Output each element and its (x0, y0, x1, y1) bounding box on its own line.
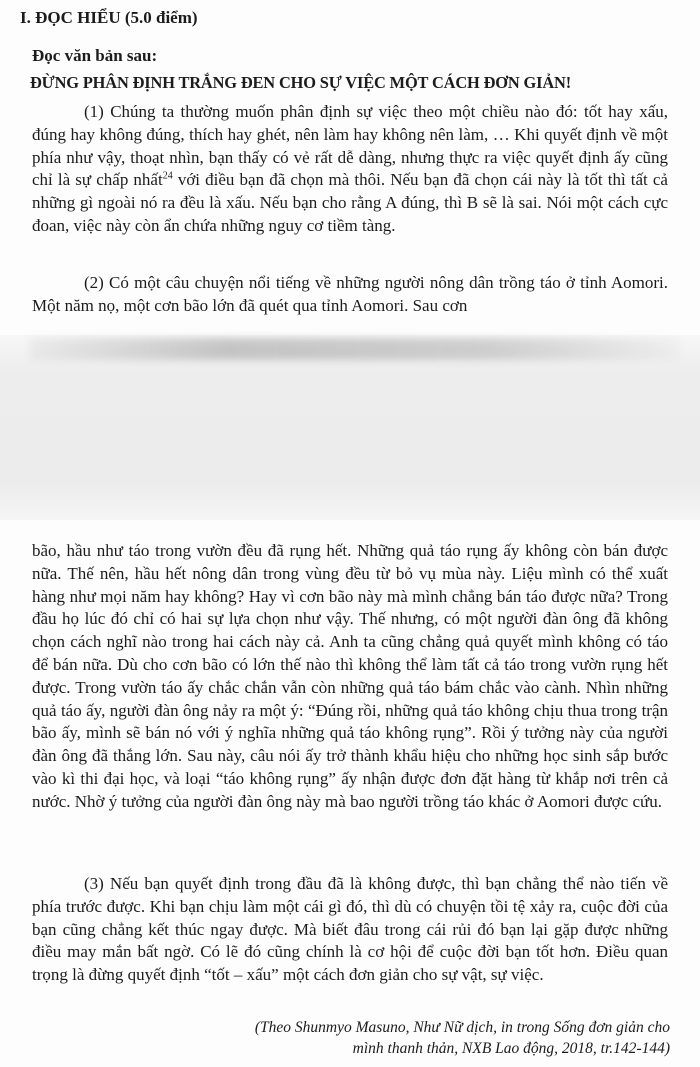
citation-line-2: mình thanh thản, NXB Lao động, 2018, tr.142-144) (352, 1040, 670, 1057)
blurred-line (30, 338, 680, 360)
paragraph-2-continued: bão, hầu như táo trong vườn đều đã rụng hết. Những quả táo rụng ấy không còn bán được nữa. Thế nên, hầu hết nông dân trong vùng đều từ bỏ vụ mùa này. Liệu mình có thể xuất hàng như mọi năm hay không? Hay vì cơn bão này mà mình chẳng bán táo được nữa? Trong đầu họ lúc đó chỉ có hai sự lựa chọn như vậy. Thế nhưng, có một người đàn ông đã không chọn cách nghĩ nào trong hai cách này cả. Anh ta cũng chẳng quả quyết mình không có táo để bán nữa. Dù cho cơn bão có lớn thế nào thì không thể làm tất cả táo trong vườn rụng hết được. Trong vườn táo ấy chắc chắn vẫn còn những quả táo bám chắc vào cành. Nhìn những quả táo ấy, người đàn ông nảy ra một ý: “Đúng rồi, những quả táo không chịu thua trong trận bão ấy, mình sẽ bán nó với ý nghĩa những quả táo không rụng”. Rồi ý tưởng này của người đàn ông đã thắng lớn. Sau này, câu nói ấy trở thành khẩu hiệu cho những học sinh sắp bước vào kì thi đại học, và loại “táo không rụng” ấy nhận được đơn đặt hàng từ khắp nơi trên cả nước. Nhờ ý tưởng của người đàn ông này mà bao người trồng táo khác ở Aomori được cứu. (32, 541, 668, 811)
footnote-marker: 24 (162, 170, 173, 182)
paragraph-2-start: (2) Có một câu chuyện nổi tiếng về những người nông dân trồng táo ở tỉnh Aomori. Một năm nọ, một cơn bão lớn đã quét qua tỉnh Aomori. Sau cơn (32, 273, 668, 315)
section-title: I. ĐỌC HIỂU (5.0 điểm) (20, 8, 198, 27)
paragraph-1-text-b: với điều bạn đã chọn mà thôi. Nếu bạn đã chọn cái này là tốt thì tất cả những gì ngoài nó ra đều là xấu. Nếu bạn cho rằng A đúng, thì B sẽ là sai. Nói một cách cực đoan, việc này còn ẩn chứa những nguy cơ tiềm tàng. (32, 170, 668, 235)
citation (150, 1017, 670, 1059)
citation-line-1: (Theo Shunmyo Masuno, Như Nữ dịch, in trong Sống đơn giản cho (254, 1019, 670, 1036)
page-gap (0, 335, 700, 520)
paragraph-3: (3) Nếu bạn quyết định trong đầu đã là không được, thì bạn chẳng thể nào tiến về phía trước được. Khi bạn chịu làm một cái gì đó, thì dù có chuyện tồi tệ xảy ra, cuộc đời của bạn cũng chẳng kết thúc ngay được. Mà biết đâu trong cái rủi đó bạn lại gặp được những điều may mắn bất ngờ. Có lẽ đó cũng chính là cơ hội để cuộc đời bạn tốt hơn. Điều quan trọng là đừng quyết định “tốt – xấu” một cách đơn giản cho sự vật, sự việc. (32, 874, 668, 985)
paragraph-1 (32, 101, 668, 238)
passage-title: ĐỪNG PHÂN ĐỊNH TRẮNG ĐEN CHO SỰ VIỆC MỘT CÁCH ĐƠN GIẢN! (30, 73, 572, 92)
instruction-heading: Đọc văn bản sau: (32, 46, 158, 65)
paragraph-1-text-a: (1) Chúng ta thường muốn phân định sự việc theo một chiều nào đó: tốt hay xấu, đúng hay không đúng, thích hay ghét, nên làm hay không nên làm, … Khi quyết định về một phía như vậy, thoạt nhìn, bạn thấy có vẻ rất dễ dàng, nhưng thực ra việc quyết định ấy cũng chỉ là sự chấp nhất (32, 102, 668, 190)
